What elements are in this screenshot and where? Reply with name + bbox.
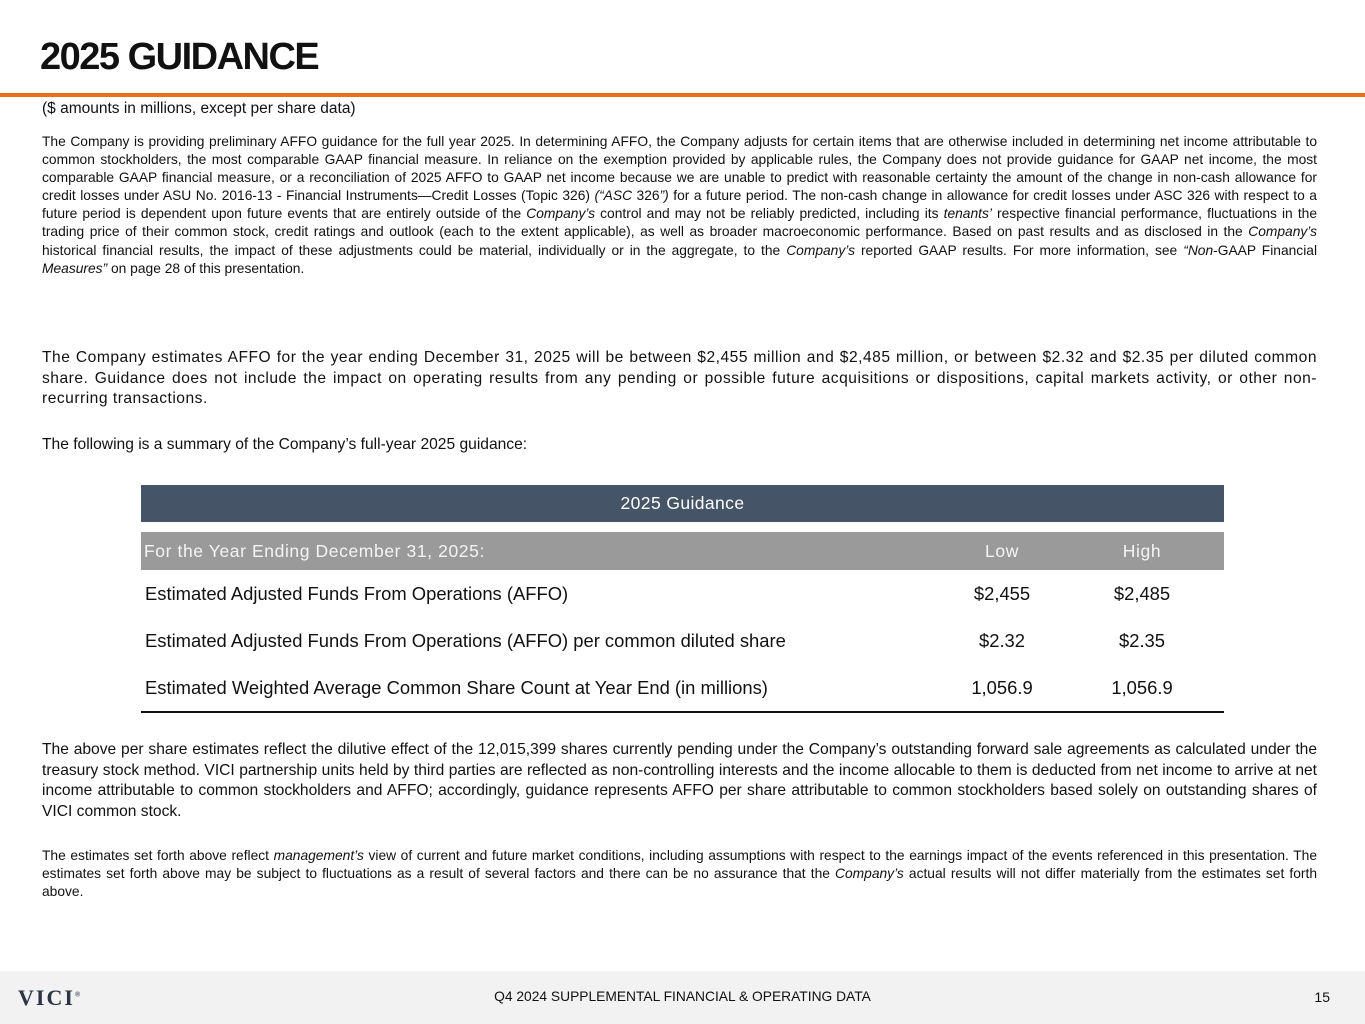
estimates-disclaimer-paragraph: The estimates set forth above reflect management’s view of current and future market conditions, including assumptions with respect to the earnings impact of the events referenced in this presentation. The estimates set forth above may be subject to fluctuations as a result of several factors and there can be no assurance that the Company’s actual results will not differ materially from the estimates set forth above. xyxy=(42,848,1317,900)
vici-logo: VICI® xyxy=(18,985,81,1010)
dilutive-effect-paragraph: The above per share estimates reflect the dilutive effect of the 12,015,399 shares currently pending under the Company’s outstanding forward sale agreements as calculated under the treasury stock method. VICI partnership units held by third parties are reflected as non-controlling interests and the income allocable to them is deducted from net income to arrive at net income attributable to common stockholders and AFFO; accordingly, guidance represents AFFO per share attributable to common stockholders based solely on outstanding shares of VICI common stock. xyxy=(42,741,1317,820)
table-title: 2025 Guidance xyxy=(620,493,745,513)
row-label: Estimated Weighted Average Common Share Count at Year End (in millions) xyxy=(145,676,768,698)
guidance-intro-paragraph: The Company is providing preliminary AFFO guidance for the full year 2025. In determining AFFO, the Company adjusts for certain items that are otherwise included in determining net income attributable to common stockholders, the most comparable GAAP financial measure. In reliance on the exemption provided by applicable rules, the Company does not provide guidance for GAAP net income, the most comparable GAAP financial measure, or a reconciliation of 2025 AFFO to GAAP net income because we are unable to predict with reasonable certainty the amount of the change in non-cash allowance for credit losses under ASU No. 2016-13 - Financial Instruments—Credit Losses (Topic 326) (“ASC 326”) for a future period. The non-cash change in allowance for credit losses under ASC 326 with respect to a future period is dependent upon future events that are entirely outside of the Company’s control and may not be reliably predicted, including its tenants’ respective financial performance, fluctuations in the trading price of their common stock, credit ratings and outlook (each to the extent applicable), as well as broader macroeconomic performance. Based on past results and as disclosed in the Company’s historical financial results, the impact of these adjustments could be material, individually or in the aggregate, to the Company’s reported GAAP results. For more information, see “Non-GAAP Financial Measures” on page 28 of this presentation. xyxy=(42,134,1318,276)
row-high-value: 1,056.9 xyxy=(1111,676,1173,698)
table-column-header xyxy=(141,532,1224,570)
amounts-note: ($ amounts in millions, except per share data) xyxy=(42,100,356,117)
footer-document-title: Q4 2024 SUPPLEMENTAL FINANCIAL & OPERATING DATA xyxy=(494,989,871,1004)
summary-lead-in: The following is a summary of the Company’s full-year 2025 guidance: xyxy=(42,436,528,453)
table-title-bar xyxy=(141,485,1224,522)
row-label: Estimated Adjusted Funds From Operations (AFFO) per common diluted share xyxy=(145,629,786,651)
table-row xyxy=(141,664,1224,711)
table-row xyxy=(141,617,1224,664)
page-title: 2025 GUIDANCE xyxy=(40,36,319,78)
page-footer xyxy=(0,971,1365,1024)
column-header-period: For the Year Ending December 31, 2025: xyxy=(144,540,485,561)
row-label: Estimated Adjusted Funds From Operations (AFFO) xyxy=(145,582,569,604)
table-bottom-rule xyxy=(141,711,1224,713)
page-number: 15 xyxy=(1314,989,1330,1005)
row-low-value: $2,455 xyxy=(973,582,1031,604)
title-accent-rule xyxy=(0,93,1365,97)
column-header-high: High xyxy=(1122,540,1162,561)
table-row xyxy=(141,570,1224,617)
affo-estimate-paragraph: The Company estimates AFFO for the year ending December 31, 2025 will be between $2,455 million and $2,485 million, or between $2.32 and $2.35 per diluted common share. Guidance does not include the impact on operating results from any pending or possible future acquisitions or dispositions, capital markets activity, or other non-recurring transactions. xyxy=(42,349,1317,407)
row-low-value: 1,056.9 xyxy=(971,676,1033,698)
row-high-value: $2.35 xyxy=(1118,629,1166,651)
row-low-value: $2.32 xyxy=(978,629,1026,651)
row-high-value: $2,485 xyxy=(1113,582,1171,604)
guidance-table xyxy=(141,485,1224,713)
column-header-low: Low xyxy=(985,540,1019,561)
